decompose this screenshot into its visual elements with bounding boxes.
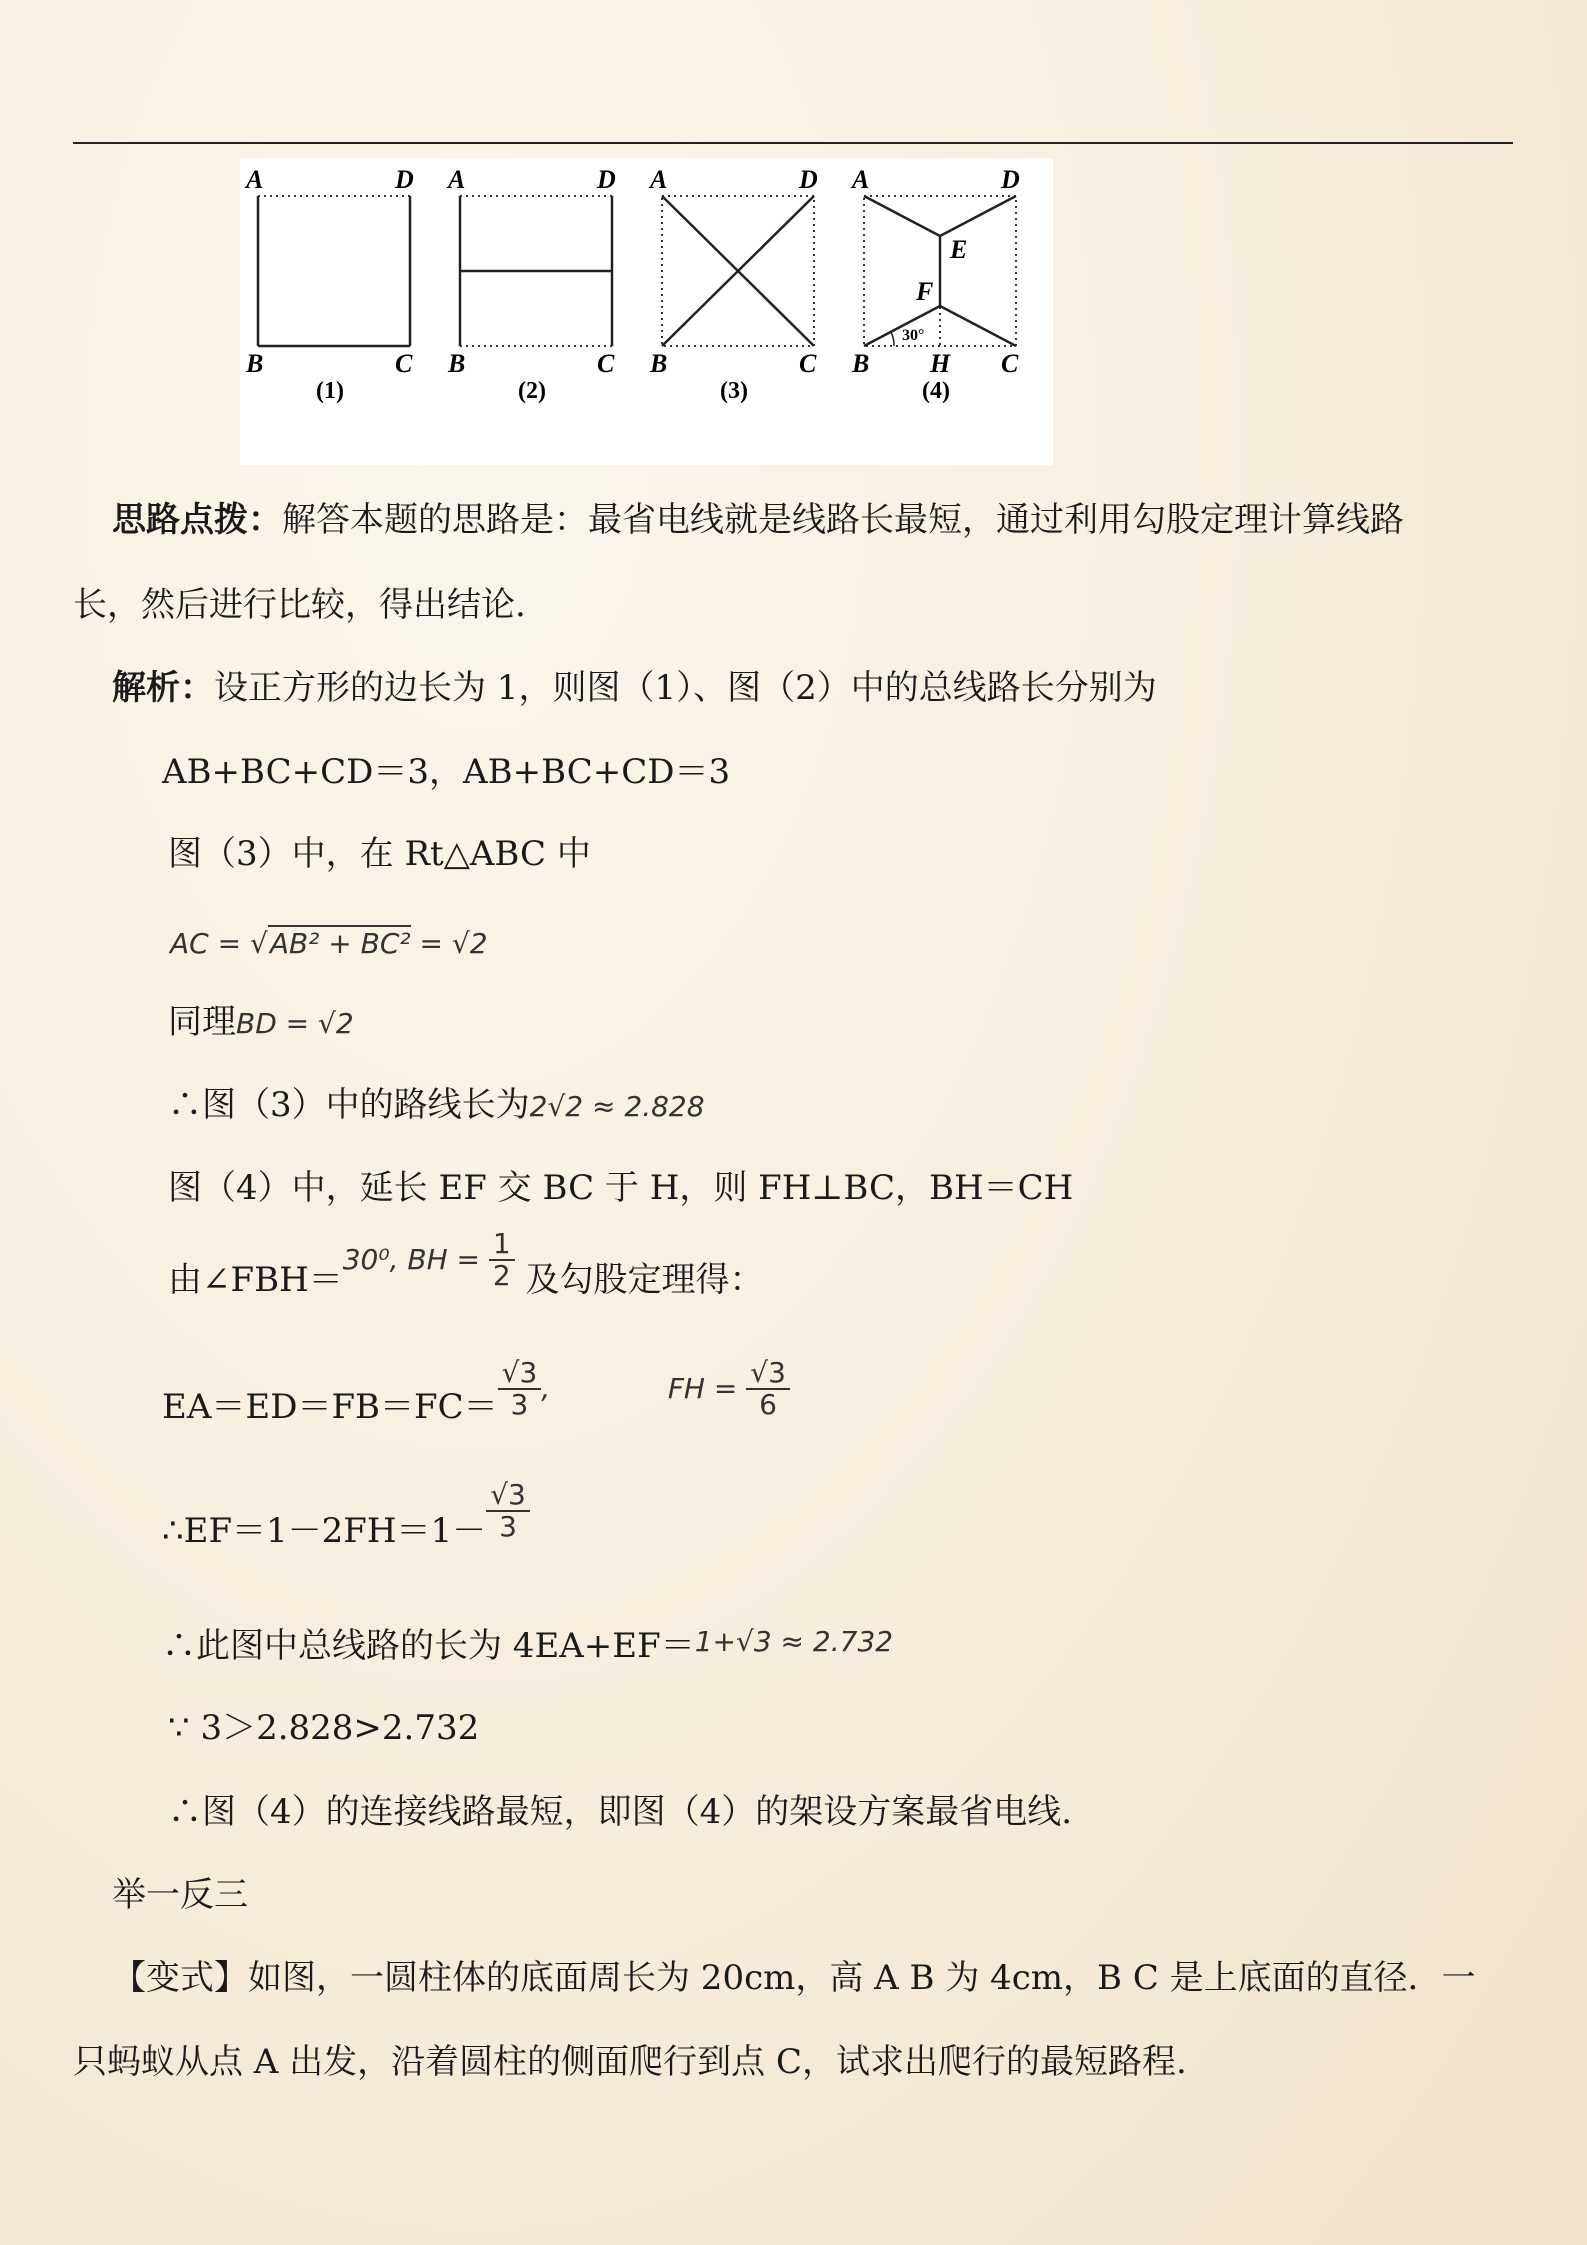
fig4-caption: (4) [922,378,950,404]
fig4-label-a: A [852,165,870,194]
fig3-label-c: C [799,349,817,378]
figure-4 [850,165,1020,404]
solution-line-5: 由∠FBH＝$^{30^0, BH =}$ $\frac{1}{2}$ 及勾股定理得： [168,1227,764,1300]
solution-line-10: ∴图（4）的连接线路最短，即图（4）的架设方案最省电线. [168,1792,1073,1832]
fig2-caption: (2) [518,378,546,404]
practice-heading: 举一反三 [112,1875,248,1915]
fig4-label-h: H [930,349,951,378]
fig4-label-f: F [916,277,934,306]
hint-label: 思路点拨： [112,500,282,540]
solution-intro-line [112,666,1157,710]
fig2-label-c: C [597,349,615,378]
solution-line-8: ∴此图中总线路的长为 4EA+EF＝1+√3 ≈ 2.732 [162,1625,894,1666]
figure-2 [446,165,616,404]
solution-line-2: 图（3）中，在 Rt△ABC 中 [168,834,591,874]
hint-text-1: 解答本题的思路是：最省电线就是线路长最短，通过利用勾股定理计算线路 [282,500,1404,540]
solution-line-4: 图（4）中，延长 EF 交 BC 于 H，则 FH⊥BC，BH＝CH [168,1168,1074,1208]
fig2-label-b: B [448,349,466,378]
fig3-label-b: B [650,349,668,378]
fig2-label-d: D [597,165,616,194]
solution-intro: 设正方形的边长为 1，则图（1）、图（2）中的总线路长分别为 [214,668,1157,708]
equation-ac: AC = √AB² + BC² = √2 [170,927,488,960]
header-rule [73,142,1513,144]
figure-3 [648,165,818,404]
fig4-label-c: C [1001,349,1019,378]
fig3-label-a: A [650,165,668,194]
solution-line-7: ∴EF＝1－2FH＝1－ $\frac{√3}{3}$ [162,1496,530,1566]
fig1-label-b: B [246,349,264,378]
fig4-label-d: D [1001,165,1020,194]
practice-line-2: 只蚂蚁从点 A 出发，沿着圆柱的侧面爬行到点 C，试求出爬行的最短路程. [73,2042,1187,2082]
fig4-angle-label: 30° [902,327,925,344]
fig3-label-d: D [799,165,818,194]
solution-line-6: EA＝ED＝FB＝FC＝ $\frac{√3}{3}$ , $^{FH =}$ $\frac{√3}{6}$ [162,1372,790,1444]
fig2-label-a: A [448,165,466,194]
hint-text-2: 长，然后进行比较，得出结论. [73,585,526,625]
equation-bd-line: 同理BD = √2 [168,1002,354,1042]
practice-line-1: 【变式】如图，一圆柱体的底面周长为 20cm，高 A B 为 4cm，B C 是上底面的直径．一 [112,1958,1476,1998]
fig1-label-d: D [395,165,414,194]
fig1-label-a: A [246,165,264,194]
fig4-label-b: B [852,349,870,378]
square-wiring-figure [240,158,1053,465]
solution-label: 解析： [112,668,214,708]
fig3-caption: (3) [720,378,748,404]
solution-line-3: ∴图（3）中的路线长为2√2 ≈ 2.828 [168,1085,705,1125]
figure-1 [244,165,414,404]
solution-line-1: AB+BC+CD＝3，AB+BC+CD＝3 [162,752,731,792]
fig1-label-c: C [395,349,413,378]
fig1-caption: (1) [316,378,344,404]
solution-line-9: ∵ 3＞2.828>2.732 [168,1708,480,1748]
hint-line-1 [112,498,1404,542]
fig4-label-e: E [950,235,968,264]
